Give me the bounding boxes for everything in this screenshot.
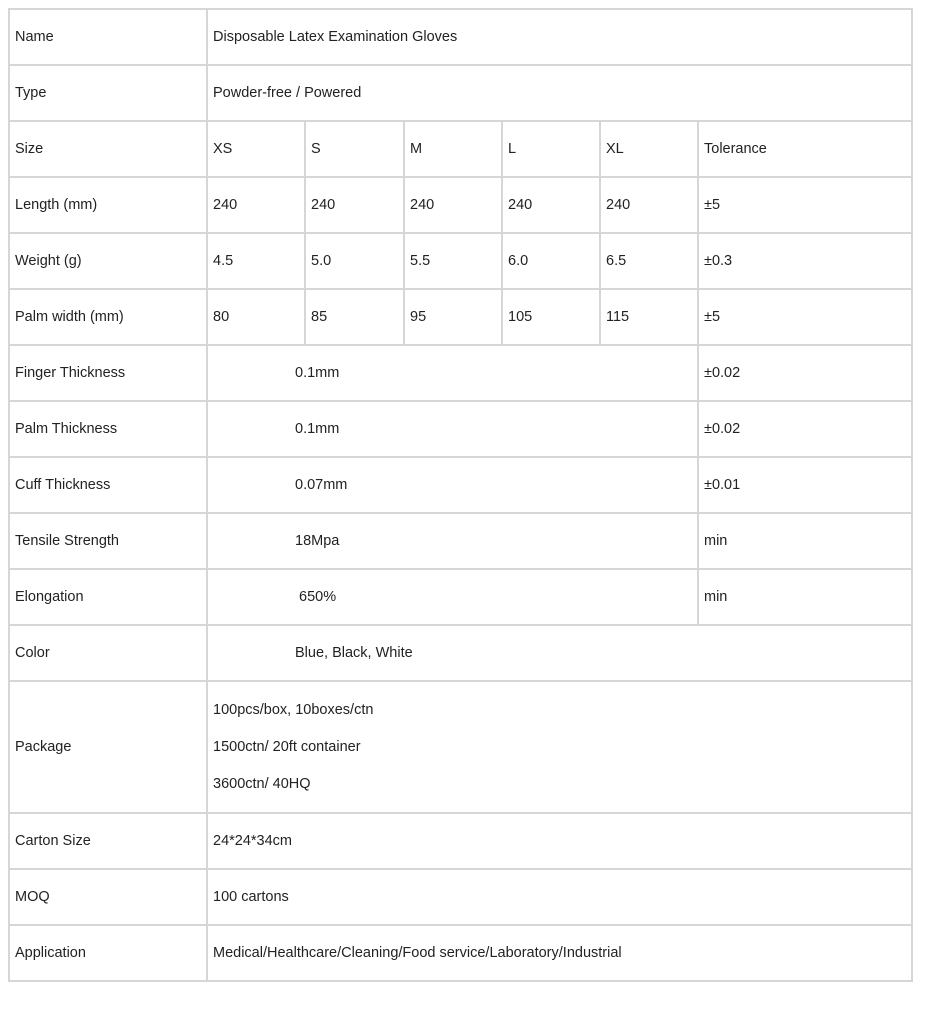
row-cuff-thickness bbox=[9, 457, 912, 513]
row-size bbox=[9, 121, 912, 177]
weight-m: 5.5 bbox=[404, 233, 502, 289]
product-spec-table bbox=[8, 8, 913, 982]
value-application: Medical/Healthcare/Cleaning/Food service/Laboratory/Industrial bbox=[207, 925, 912, 981]
row-color bbox=[9, 625, 912, 681]
palm-width-xl: 115 bbox=[600, 289, 698, 345]
row-application bbox=[9, 925, 912, 981]
value-carton-size: 24*24*34cm bbox=[207, 813, 912, 869]
label-tensile-strength: Tensile Strength bbox=[9, 513, 207, 569]
weight-xl: 6.5 bbox=[600, 233, 698, 289]
tolerance-header: Tolerance bbox=[698, 121, 912, 177]
row-name bbox=[9, 9, 912, 65]
cuff-thickness-tolerance: ±0.01 bbox=[698, 457, 912, 513]
length-tolerance: ±5 bbox=[698, 177, 912, 233]
value-name: Disposable Latex Examination Gloves bbox=[207, 9, 912, 65]
label-application: Application bbox=[9, 925, 207, 981]
label-elongation: Elongation bbox=[9, 569, 207, 625]
weight-tolerance: ±0.3 bbox=[698, 233, 912, 289]
row-palm-width bbox=[9, 289, 912, 345]
value-finger-thickness: 0.1mm bbox=[207, 345, 698, 401]
row-palm-thickness bbox=[9, 401, 912, 457]
label-palm-width: Palm width (mm) bbox=[9, 289, 207, 345]
package-line: 3600ctn/ 40HQ bbox=[213, 775, 311, 792]
row-weight bbox=[9, 233, 912, 289]
value-moq: 100 cartons bbox=[207, 869, 912, 925]
value-type: Powder-free / Powered bbox=[207, 65, 912, 121]
label-color: Color bbox=[9, 625, 207, 681]
palm-thickness-tolerance: ±0.02 bbox=[698, 401, 912, 457]
value-package bbox=[207, 681, 912, 813]
size-m: M bbox=[404, 121, 502, 177]
label-cuff-thickness: Cuff Thickness bbox=[9, 457, 207, 513]
row-tensile-strength bbox=[9, 513, 912, 569]
row-carton-size bbox=[9, 813, 912, 869]
finger-thickness-tolerance: ±0.02 bbox=[698, 345, 912, 401]
weight-s: 5.0 bbox=[305, 233, 404, 289]
palm-width-tolerance: ±5 bbox=[698, 289, 912, 345]
label-length: Length (mm) bbox=[9, 177, 207, 233]
label-palm-thickness: Palm Thickness bbox=[9, 401, 207, 457]
label-size: Size bbox=[9, 121, 207, 177]
length-l: 240 bbox=[502, 177, 600, 233]
label-weight: Weight (g) bbox=[9, 233, 207, 289]
size-l: L bbox=[502, 121, 600, 177]
palm-width-s: 85 bbox=[305, 289, 404, 345]
length-xs: 240 bbox=[207, 177, 305, 233]
length-m: 240 bbox=[404, 177, 502, 233]
label-moq: MOQ bbox=[9, 869, 207, 925]
value-tensile-strength: 18Mpa bbox=[207, 513, 698, 569]
length-s: 240 bbox=[305, 177, 404, 233]
label-finger-thickness: Finger Thickness bbox=[9, 345, 207, 401]
row-elongation bbox=[9, 569, 912, 625]
row-length bbox=[9, 177, 912, 233]
row-finger-thickness bbox=[9, 345, 912, 401]
length-xl: 240 bbox=[600, 177, 698, 233]
label-type: Type bbox=[9, 65, 207, 121]
row-moq bbox=[9, 869, 912, 925]
row-type bbox=[9, 65, 912, 121]
palm-width-m: 95 bbox=[404, 289, 502, 345]
label-package: Package bbox=[9, 681, 207, 813]
elongation-tolerance: min bbox=[698, 569, 912, 625]
size-xs: XS bbox=[207, 121, 305, 177]
label-name: Name bbox=[9, 9, 207, 65]
package-line: 100pcs/box, 10boxes/ctn bbox=[213, 701, 374, 718]
value-palm-thickness: 0.1mm bbox=[207, 401, 698, 457]
tensile-strength-tolerance: min bbox=[698, 513, 912, 569]
value-cuff-thickness: 0.07mm bbox=[207, 457, 698, 513]
package-line: 1500ctn/ 20ft container bbox=[213, 738, 361, 755]
size-s: S bbox=[305, 121, 404, 177]
value-color: Blue, Black, White bbox=[207, 625, 912, 681]
row-package bbox=[9, 681, 912, 813]
size-xl: XL bbox=[600, 121, 698, 177]
weight-xs: 4.5 bbox=[207, 233, 305, 289]
value-elongation: 650% bbox=[207, 569, 698, 625]
weight-l: 6.0 bbox=[502, 233, 600, 289]
label-carton-size: Carton Size bbox=[9, 813, 207, 869]
palm-width-l: 105 bbox=[502, 289, 600, 345]
palm-width-xs: 80 bbox=[207, 289, 305, 345]
